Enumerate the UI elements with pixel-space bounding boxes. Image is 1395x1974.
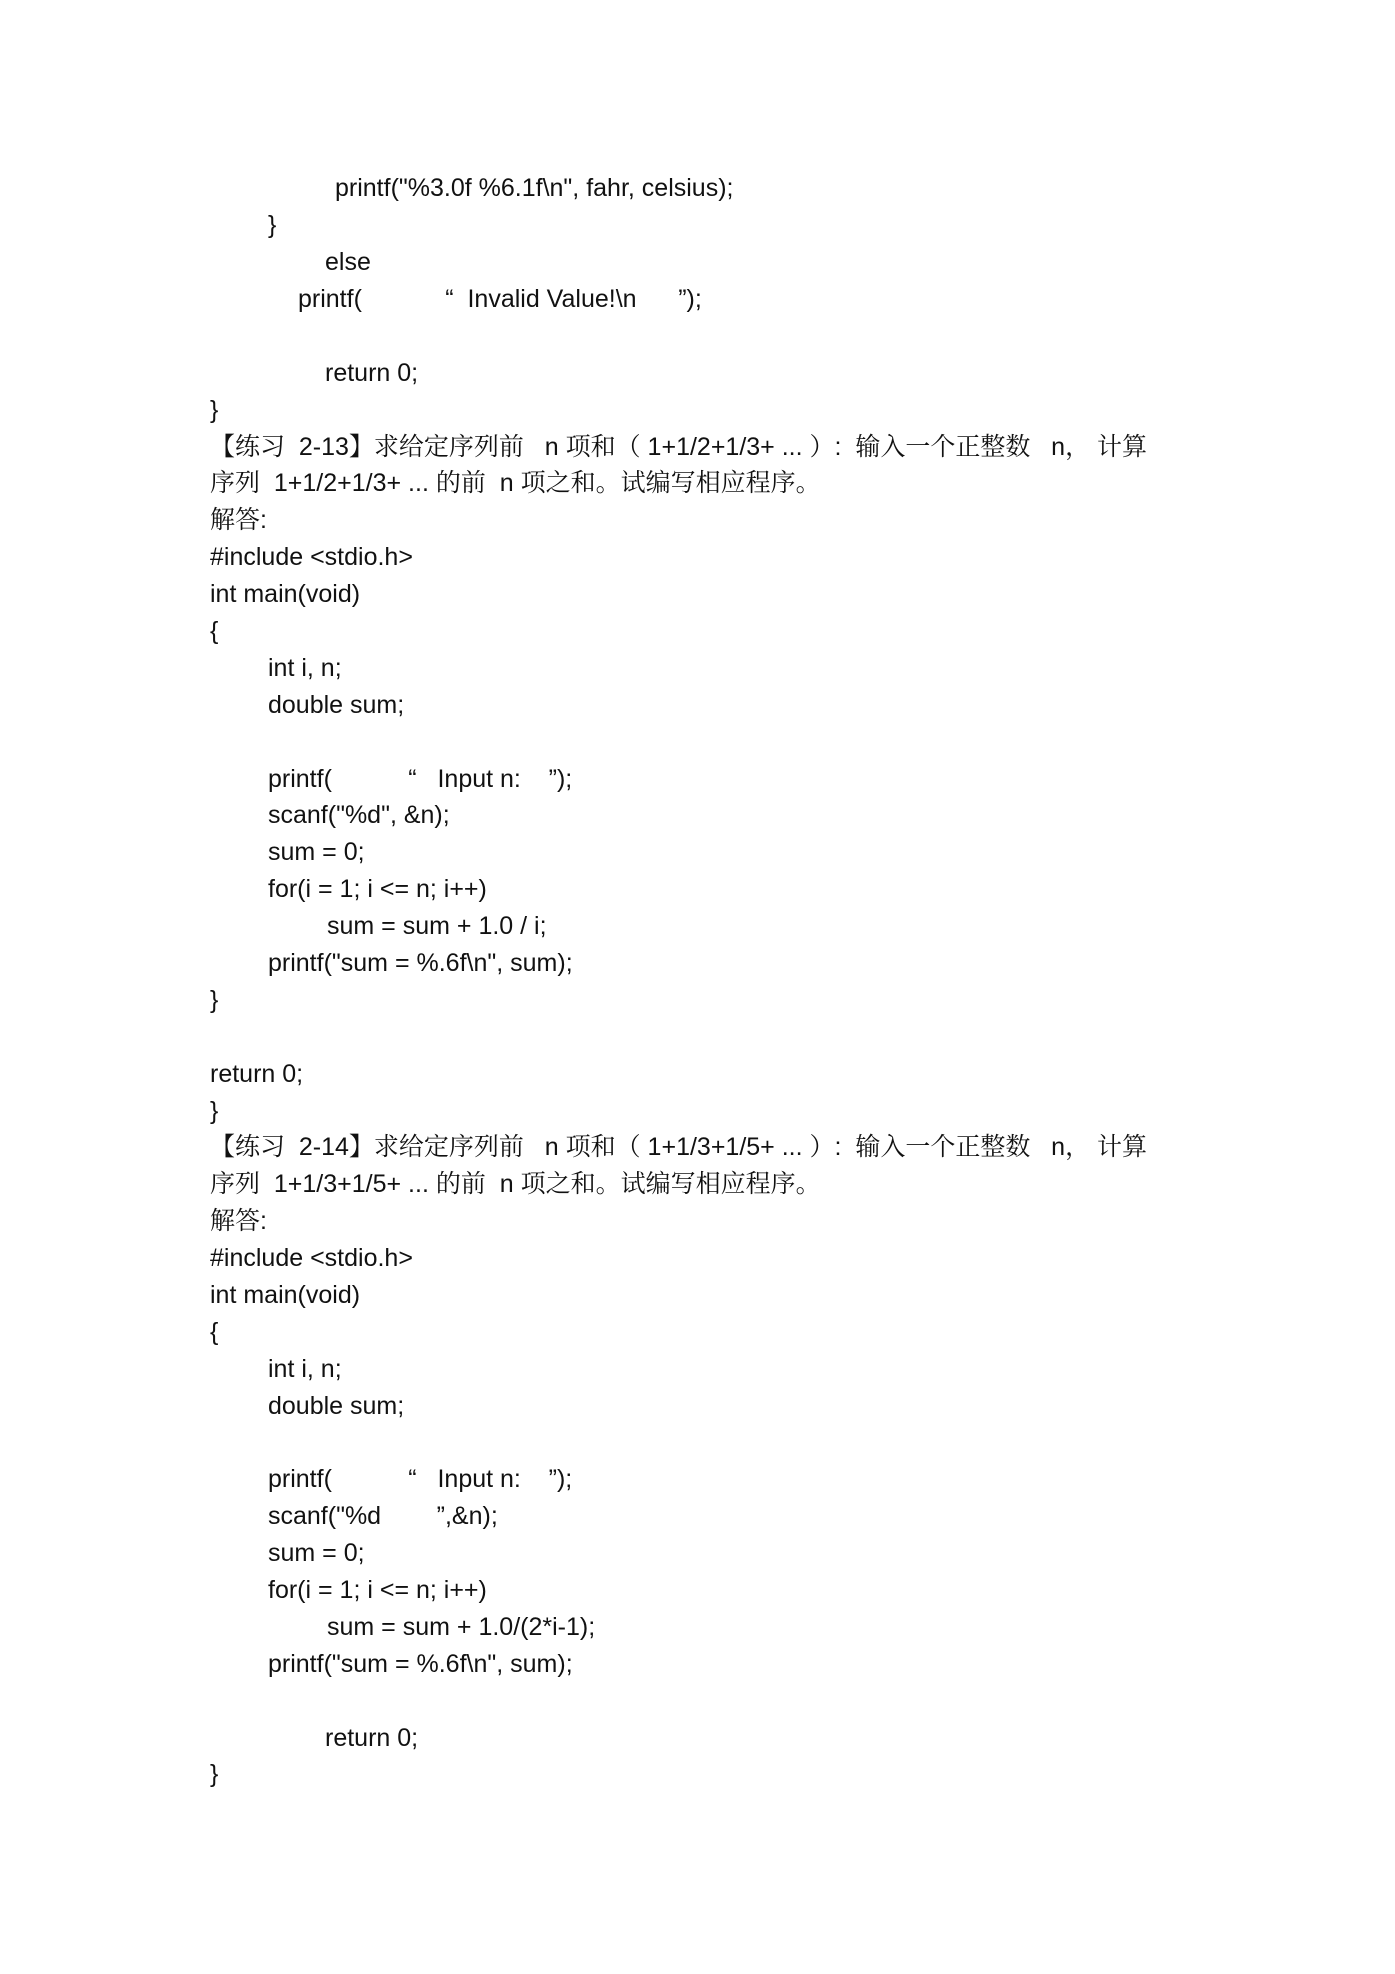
code-line-printf-invalid: printf( “ Invalid Value!\n ”);: [298, 285, 702, 313]
exercise-2-13-heading: 【练习 2-13】求给定序列前 n 项和（ 1+1/2+1/3+ ... ）: 输入一个正整数 n， 计算: [210, 433, 1148, 461]
code-line-open-brace: {: [210, 1318, 219, 1346]
code-line-printf-sum: printf("sum = %.6f\n", sum);: [268, 949, 573, 977]
answer-label: 解答:: [210, 506, 267, 534]
exercise-2-14-heading-cont: 序列 1+1/3+1/5+ ... 的前 n 项之和。试编写相应程序。: [210, 1170, 821, 1198]
code-line-sum-init: sum = 0;: [268, 838, 365, 866]
code-line-close-brace: }: [268, 211, 277, 239]
code-line-printf-sum: printf("sum = %.6f\n", sum);: [268, 1650, 573, 1678]
code-line-main: int main(void): [210, 580, 361, 608]
code-line-int-decl: int i, n;: [268, 654, 342, 682]
code-line-main: int main(void): [210, 1281, 361, 1309]
code-line-include: #include <stdio.h>: [210, 1244, 413, 1272]
code-line-scanf: scanf("%d ”,&n);: [268, 1502, 498, 1530]
code-line-printf-input: printf( “ Input n: ”);: [268, 765, 573, 793]
code-line-return: return 0;: [210, 1060, 304, 1088]
code-line-for: for(i = 1; i <= n; i++): [268, 875, 487, 903]
code-line-double-decl: double sum;: [268, 1392, 405, 1420]
code-line-else: else: [325, 248, 371, 276]
code-line-return: return 0;: [325, 1724, 419, 1752]
code-line-close-brace: }: [210, 1097, 219, 1125]
code-line-double-decl: double sum;: [268, 691, 405, 719]
code-line-sum-update: sum = sum + 1.0 / i;: [327, 912, 547, 940]
exercise-2-13-heading-cont: 序列 1+1/2+1/3+ ... 的前 n 项之和。试编写相应程序。: [210, 469, 821, 497]
code-line-close-brace: }: [210, 396, 219, 424]
code-line-sum-init: sum = 0;: [268, 1539, 365, 1567]
code-line-return: return 0;: [325, 359, 419, 387]
code-line-include: #include <stdio.h>: [210, 543, 413, 571]
code-line-for: for(i = 1; i <= n; i++): [268, 1576, 487, 1604]
code-line-scanf: scanf("%d", &n);: [268, 801, 450, 829]
code-line-sum-update: sum = sum + 1.0/(2*i-1);: [327, 1613, 596, 1641]
code-line-printf-fahr: printf("%3.0f %6.1f\n", fahr, celsius);: [335, 174, 734, 202]
answer-label: 解答:: [210, 1207, 267, 1235]
code-line-open-brace: {: [210, 617, 219, 645]
exercise-2-14-heading: 【练习 2-14】求给定序列前 n 项和（ 1+1/3+1/5+ ... ）: 输入一个正整数 n， 计算: [210, 1133, 1148, 1161]
code-line-close-brace: }: [210, 1760, 219, 1788]
code-line-int-decl: int i, n;: [268, 1355, 342, 1383]
code-line-printf-input: printf( “ Input n: ”);: [268, 1465, 573, 1493]
code-line-close-brace: }: [210, 986, 219, 1014]
